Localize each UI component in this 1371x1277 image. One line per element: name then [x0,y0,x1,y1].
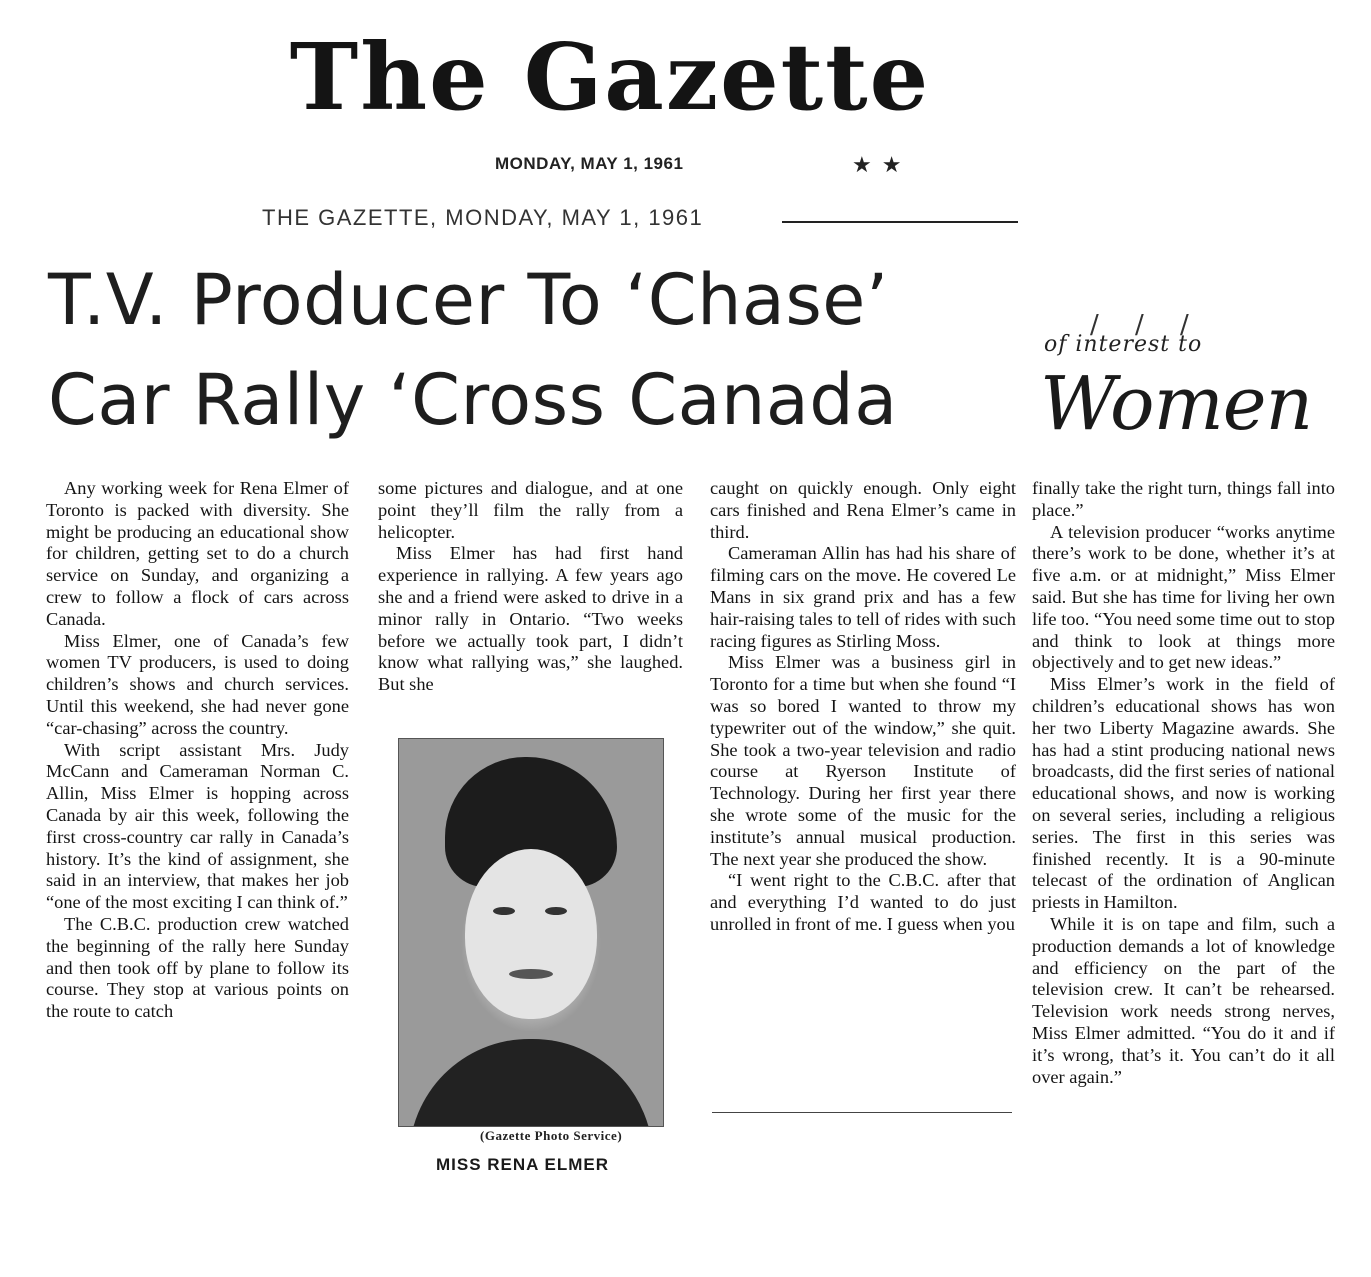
paragraph: A television producer “works anytime there’s work to be done, whether it’s at five a.m. or at midnight,” Miss Elmer said. But she has time for living her own life too. “You need some time out to stop and think to look at things more objectively and to get new ideas.” [1032,521,1335,673]
headline-line-2: Car Rally ‘Cross Canada [48,359,898,441]
paragraph: The C.B.C. production crew watched the beginning of the rally here Sunday and then took off by plane to follow its course. They stop at various points on the route to catch [46,913,349,1022]
portrait-photo [398,738,664,1127]
paragraph: Miss Elmer’s work in the field of children’s educational shows has won her two Liberty Magazine awards. She has had a stint producing national news broadcasts, did the first series of national educational shows, and now is working on several series, including a religious series. The first in this series was finished recently. It is a 90-minute telecast of the ordination of Anglican priests in Hamilton. [1032,674,1335,913]
photo-shoulders [409,1039,653,1127]
article-column-3 [710,478,1016,936]
kicker-small: of interest to [1044,332,1203,357]
article-column-2 [378,478,683,696]
paragraph: “I went right to the C.B.C. after that and everything I’d wanted to do just unrolled in front of me. I guess when you [710,870,1016,934]
article-column-4 [1032,478,1335,1088]
headline [48,250,1018,450]
dateline-rule [782,221,1018,223]
article-column-1 [46,478,349,1023]
photo-credit: (Gazette Photo Service) [480,1128,623,1143]
photo-eye [545,907,567,915]
masthead-stars: ★★ [852,152,912,177]
paragraph: With script assistant Mrs. Judy McCann and Cameraman Norman C. Allin, Miss Elmer is hopping across Canada by air this week, following the first cross-country car rally in Canada’s history. It’s the kind of assignment, she said in an interview, that makes her job “one of the most exciting I can think of.” [46,739,349,913]
kicker-ticks: / / / [1090,310,1203,340]
headline-line-1: T.V. Producer To ‘Chase’ [48,259,889,341]
photo-mouth [509,969,553,979]
paragraph: caught on quickly enough. Only eight cars finished and Rena Elmer’s came in third. [710,478,1016,542]
masthead [280,22,940,177]
kicker-big: Women [1040,361,1313,447]
masthead-title: The Gazette [289,23,931,131]
masthead-date: MONDAY, MAY 1, 1961 [495,154,684,173]
section-kicker [1040,310,1350,470]
photo-face [465,849,597,1019]
paragraph: finally take the right turn, things fall into place.” [1032,478,1335,520]
photo-eye [493,907,515,915]
paragraph: some pictures and dialogue, and at one point they’ll film the rally from a helicopter. [378,478,683,542]
dateline-text: THE GAZETTE, MONDAY, MAY 1, 1961 [262,205,704,230]
photo-caption: MISS RENA ELMER [436,1155,610,1174]
paragraph: Any working week for Rena Elmer of Toronto is packed with diversity. She might be producing an educational show for children, getting set to do a church service on Sunday, and organizing a crew to follow a flock of cars across Canada. [46,478,349,629]
dateline [262,205,1022,241]
paragraph: While it is on tape and film, such a production demands a lot of knowledge and efficiency on the part of the television crew. It can’t be rehearsed. Television work needs strong nerves, Miss Elmer admitted. “You do it and if it’s wrong, that’s it. You can’t do it all over again.” [1032,913,1335,1087]
paragraph: Miss Elmer was a business girl in Toronto for a time but when she found “I was so bored I wanted to throw my typewriter out of the window,” she quit. She took a two-year television and radio course at Ryerson Institute of Technology. During her first year there she wrote some of the music for the institute’s annual musical production. The next year she produced the show. [710,652,1016,869]
paragraph: Miss Elmer has had first hand experience in rallying. A few years ago she and a friend were asked to drive in a minor rally in Ontario. “Two weeks before we actually took part, I didn’t know what rallying was,” she laughed. But she [378,543,683,695]
paragraph: Cameraman Allin has had his share of filming cars on the move. He covered Le Mans in six grand prix and has a few hair-raising tales to tell of rides with such racing figures as Stirling Moss. [710,543,1016,651]
column-end-rule [712,1112,1012,1113]
paragraph: Miss Elmer, one of Canada’s few women TV producers, is used to doing children’s shows and church services. Until this weekend, she had never gone “car-chasing” across the country. [46,630,349,738]
